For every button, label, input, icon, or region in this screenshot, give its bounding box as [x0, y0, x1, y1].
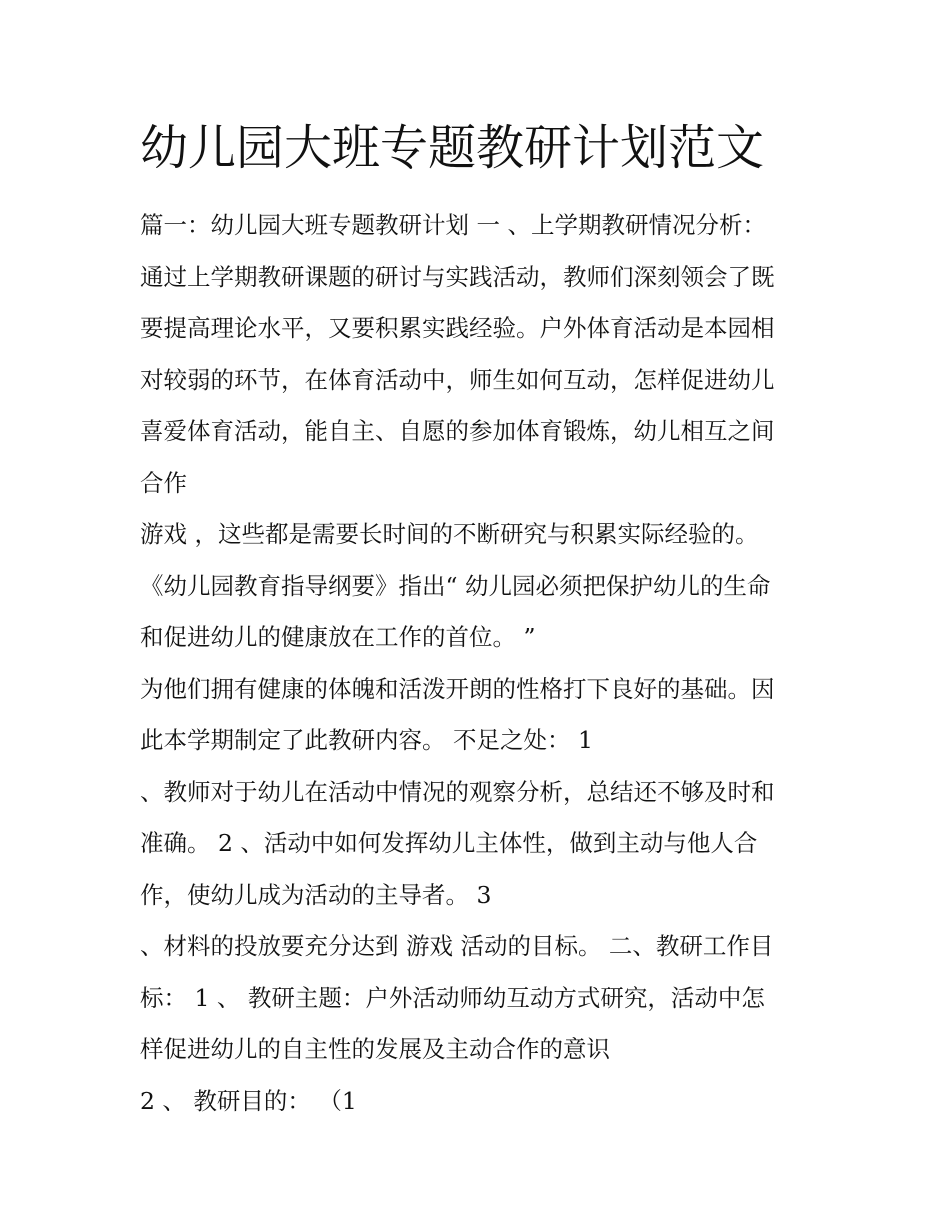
document-title: 幼儿园大班专题教研计划范文	[140, 120, 765, 176]
body-line: 准确。 2 、活动中如何发挥幼儿主体性，做到主动与他人合	[140, 829, 758, 857]
body-line: 样促进幼儿的自主性的发展及主动合作的意识	[140, 1035, 610, 1063]
body-line: 《幼儿园教育指导纲要》指出“ 幼儿园必须把保护幼儿的生命	[140, 571, 771, 600]
body-line: 此本学期制定了此教研内容。 不足之处： 1	[140, 726, 593, 754]
body-line: 标： 1 、 教研主题：户外活动师幼互动方式研究，活动中怎	[140, 983, 765, 1012]
body-line: 和促进幼儿的健康放在工作的首位。 ”	[140, 623, 536, 651]
body-line: 作，使幼儿成为活动的主导者。 3	[140, 880, 492, 909]
body-line: 喜爱体育活动，能自主、自愿的参加体育锻炼，幼儿相互之间	[140, 417, 775, 445]
body-line: 篇一：幼儿园大班专题教研计划 一 、上学期教研情况分析：	[140, 211, 766, 239]
body-line: 对较弱的环节，在体育活动中，师生如何互动，怎样促进幼儿	[140, 365, 775, 394]
body-line: 为他们拥有健康的体魄和活泼开朗的性格打下良好的基础。因	[140, 674, 775, 703]
body-line: 、材料的投放要充分达到 游戏 活动的目标。 二、教研工作目	[140, 932, 774, 960]
body-line: 通过上学期教研课题的研讨与实践活动，教师们深刻领会了既	[140, 262, 775, 291]
body-line: 游戏 ，这些都是需要长时间的不断研究与积累实际经验的。	[140, 520, 759, 548]
body-line: 要提高理论水平，又要积累实践经验。户外体育活动是本园相	[140, 314, 775, 342]
body-line: 合作	[140, 468, 187, 497]
body-line: 、教师对于幼儿在活动中情况的观察分析，总结还不够及时和	[140, 777, 775, 806]
document-body	[140, 200, 820, 1127]
body-line: 2 、 教研目的： （1	[140, 1086, 357, 1115]
